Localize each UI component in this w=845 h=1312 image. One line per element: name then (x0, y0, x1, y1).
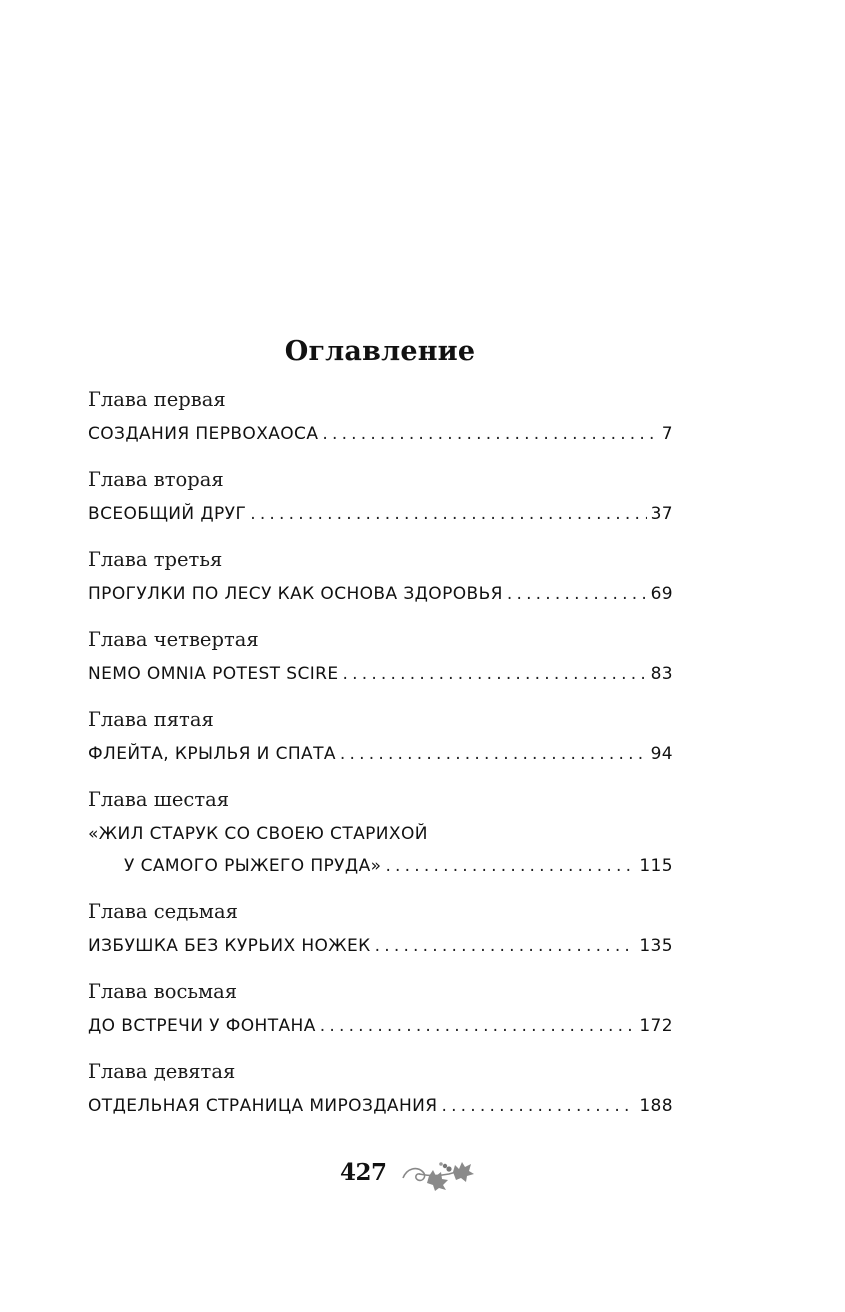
chapter-label: Глава четвертая (88, 628, 259, 651)
toc-entry-7[interactable] (88, 896, 673, 962)
chapter-title-part-1: «ЖИЛ СТАРУК СО СВОЕЮ СТАРИХОЙ (88, 824, 428, 844)
chapter-page-number: 94 (650, 744, 673, 764)
chapter-title: ИЗБУШКА БЕЗ КУРЬИХ НОЖЕК (88, 936, 371, 956)
chapter-label: Глава девятая (88, 1060, 236, 1083)
chapter-title: NEMO OMNIA POTEST SCIRE (88, 664, 339, 684)
page-number: 427 (340, 1158, 387, 1186)
chapter-title-part-2: У САМОГО РЫЖЕГО ПРУДА» (124, 856, 382, 876)
chapter-page-number: 172 (639, 1016, 673, 1036)
chapter-label: Глава вторая (88, 468, 224, 491)
chapter-page-number: 115 (639, 856, 673, 876)
toc-entry-9[interactable] (88, 1056, 673, 1122)
chapter-page-number: 37 (650, 504, 673, 524)
chapter-title: СОЗДАНИЯ ПЕРВОХАОСА (88, 424, 319, 444)
dot-leader (250, 498, 646, 530)
dot-leader (322, 418, 657, 450)
chapter-label: Глава шестая (88, 788, 230, 811)
toc-entry-4[interactable] (88, 624, 673, 690)
chapter-title-line (88, 1010, 673, 1042)
table-of-contents (88, 384, 673, 1122)
dot-leader (507, 578, 647, 610)
chapter-title-line (88, 1090, 673, 1122)
toc-entry-5[interactable] (88, 704, 673, 770)
toc-entry-2[interactable] (88, 464, 673, 530)
chapter-title-line (88, 418, 673, 450)
dot-leader (343, 658, 647, 690)
chapter-title: ОТДЕЛЬНАЯ СТРАНИЦА МИРОЗДАНИЯ (88, 1096, 438, 1116)
chapter-title: ДО ВСТРЕЧИ У ФОНТАНА (88, 1016, 316, 1036)
chapter-label: Глава третья (88, 548, 223, 571)
chapter-title-line (88, 738, 673, 770)
chapter-label: Глава седьмая (88, 900, 238, 923)
chapter-title: ПРОГУЛКИ ПО ЛЕСУ КАК ОСНОВА ЗДОРОВЬЯ (88, 584, 503, 604)
toc-entry-8[interactable] (88, 976, 673, 1042)
chapter-title-line (88, 930, 673, 962)
dot-leader (320, 1010, 636, 1042)
chapter-title: ВСЕОБЩИЙ ДРУГ (88, 504, 247, 524)
chapter-page-number: 188 (639, 1096, 673, 1116)
dot-leader (375, 930, 636, 962)
page-title: Оглавление (284, 336, 476, 367)
chapter-page-number: 83 (650, 664, 673, 684)
dot-leader (385, 850, 635, 882)
chapter-page-number: 135 (639, 936, 673, 956)
chapter-page-number: 69 (650, 584, 673, 604)
chapter-title-line (88, 578, 673, 610)
chapter-page-number: 7 (661, 424, 673, 444)
chapter-title-line (88, 498, 673, 530)
chapter-label: Глава восьмая (88, 980, 238, 1003)
toc-entry-1[interactable] (88, 384, 673, 450)
dot-leader (340, 738, 647, 770)
chapter-title: ФЛЕЙТА, КРЫЛЬЯ И СПАТА (88, 744, 336, 764)
chapter-label: Глава пятая (88, 708, 214, 731)
holly-branch-icon (399, 1152, 475, 1192)
page-footer (340, 1150, 475, 1194)
toc-entry-3[interactable] (88, 544, 673, 610)
chapter-title-line-2 (88, 850, 673, 882)
dot-leader (441, 1090, 635, 1122)
toc-entry-6[interactable] (88, 784, 673, 882)
chapter-label: Глава первая (88, 388, 226, 411)
chapter-title-line (88, 658, 673, 690)
chapter-title-line-1 (88, 818, 673, 850)
